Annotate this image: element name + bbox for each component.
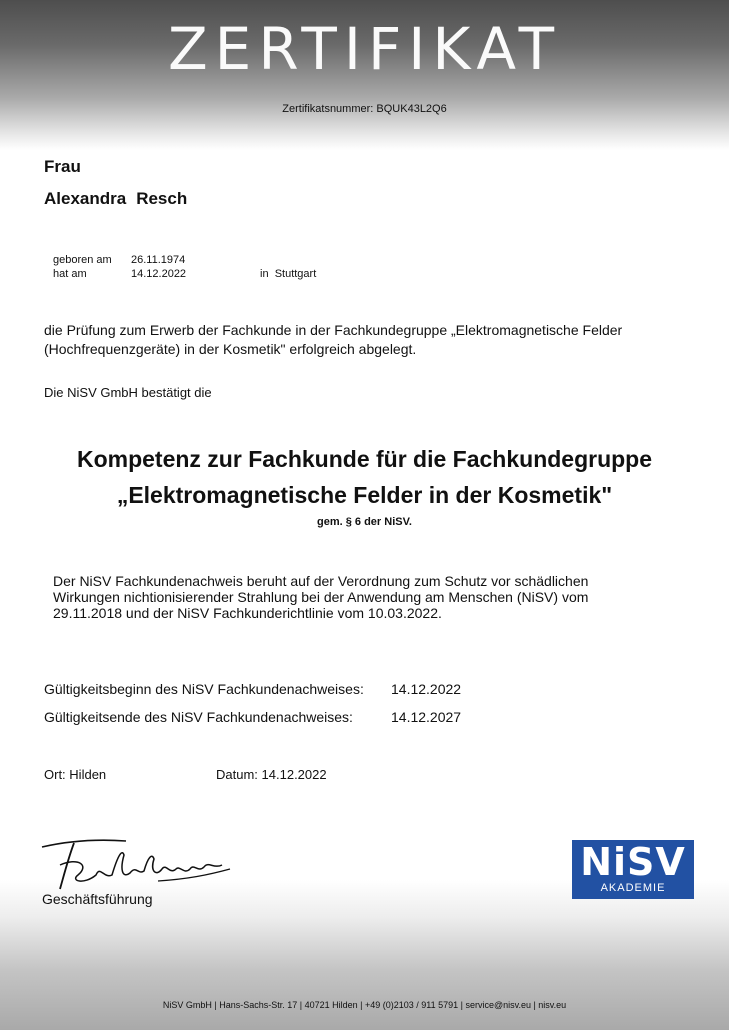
born-date: 26.11.1974 [131, 254, 186, 266]
recipient-name [44, 189, 187, 209]
certificate-title: ZERTIFIKAT [167, 15, 562, 83]
place-value: Stuttgart [274, 268, 317, 280]
logo-sub-text: AKADEMIE [600, 882, 666, 894]
footer-contact: NiSV GmbH | Hans-Sachs-Str. 17 | 40721 Hilden | +49 (0)2103 / 911 5791 | service@nisv.eu | nisv.eu [162, 1000, 567, 1010]
issue-place-label: Ort: [44, 767, 66, 782]
issue-date [216, 767, 327, 782]
exam-statement [44, 321, 622, 359]
legal-basis [53, 573, 588, 621]
validity-start-label: Gültigkeitsbeginn des NiSV Fachkundenachweises: [44, 681, 364, 697]
competence-heading-1: Kompetenz zur Fachkunde für die Fachkundegruppe [76, 446, 653, 472]
legal-basis-line-3: 29.11.2018 und der NiSV Fachkunderichtlinie vom 10.03.2022. [53, 605, 442, 621]
exam-place [260, 268, 316, 280]
exam-date: 14.12.2022 [131, 268, 187, 280]
validity-end-label: Gültigkeitsende des NiSV Fachkundenachweises: [44, 709, 353, 725]
legal-basis-line-2: Wirkungen nichtionisierender Strahlung bei der Anwendung am Menschen (NiSV) vom [53, 589, 589, 605]
validity-end-date: 14.12.2027 [391, 709, 462, 725]
first-name: Alexandra [44, 189, 127, 208]
certificate-number: BQUK43L2Q6 [376, 103, 447, 115]
issue-date-label: Datum: [216, 767, 258, 782]
competence-heading-2: „Elektromagnetische Felder in der Kosmetik" [116, 482, 613, 508]
place-prefix: in [260, 268, 269, 280]
certificate-number-label: Zertifikatsnummer: [282, 103, 374, 115]
exam-label: hat am [53, 268, 87, 280]
signature-scribble [38, 835, 234, 895]
issue-place-value: Hilden [69, 767, 107, 782]
competence-reference: gem. § 6 der NiSV. [317, 516, 412, 528]
issue-place [44, 767, 106, 782]
exam-statement-line-1: die Prüfung zum Erwerb der Fachkunde in der Fachkundegruppe „Elektromagnetische Felder [44, 322, 623, 338]
validity-start-date: 14.12.2022 [391, 681, 462, 697]
issue-date-value: 14.12.2022 [261, 767, 327, 782]
exam-statement-line-2: (Hochfrequenzgeräte) in der Kosmetik" erfolgreich abgelegt. [44, 341, 417, 357]
confirmation-text: Die NiSV GmbH bestätigt die [44, 385, 212, 400]
legal-basis-line-1: Der NiSV Fachkundenachweis beruht auf der Verordnung zum Schutz vor schädlichen [53, 573, 589, 589]
certificate-number-line [0, 103, 729, 115]
salutation: Frau [44, 157, 81, 176]
last-name: Resch [136, 189, 188, 208]
born-label: geboren am [53, 254, 112, 266]
nisv-academy-logo [572, 840, 694, 899]
logo-main-text: NiSV [580, 840, 686, 884]
signature-role: Geschäftsführung [42, 891, 153, 907]
